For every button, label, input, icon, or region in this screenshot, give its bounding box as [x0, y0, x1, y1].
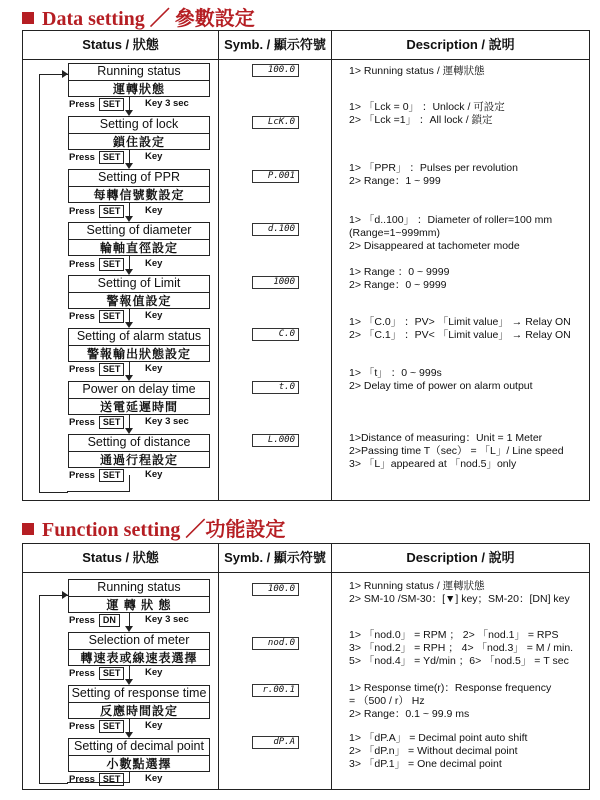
- lcd-symbol: r.00.1: [252, 684, 299, 697]
- description-distance: 1>Distance of measuring：Unit = 1 Meter 2>Passing time T（sec） = 「L」/ Line speed 3> 「L」appeared at 「nod.5」only: [349, 432, 564, 470]
- header-status: Status / 狀態: [82, 37, 159, 52]
- description-limit: 1> Range ：0 ~ 9999 2> Range：0 ~ 9999: [349, 266, 450, 291]
- description-running-status: 1> Running status / 運轉狀態 2> SM-10 /SM-30：[▼] key；SM-20：[DN] key: [349, 580, 570, 605]
- description-response-time: 1> Response time(r)：Response frequency = （500 / r） Hz 2> Range：0.1 ~ 99.9 ms: [349, 682, 552, 720]
- step-running-status: Running status 運 轉 狀 態: [68, 579, 210, 613]
- press-set-key: Press SET Key: [69, 363, 163, 375]
- step-setting-ppr: Setting of PPR 每轉信號數設定: [68, 169, 210, 203]
- description-selection-meter: 1> 「nod.0」 = RPM ； 2> 「nod.1」 = RPS 3> 「nod.2」 = RPH ； 4> 「nod.3」 = M / min. 5> 「nod.4」 = Yd/min ；6> 「nod.5」 = T sec: [349, 629, 574, 667]
- press-set-key: Press SET Key: [69, 151, 163, 163]
- header-description: Description / 說明: [406, 37, 515, 52]
- header-symb: Symb. / 顯示符號: [224, 550, 326, 565]
- lcd-symbol: 1000: [252, 276, 299, 289]
- step-setting-limit: Setting of Limit 警報值設定: [68, 275, 210, 309]
- press-set-key: Press SET Key 3 sec: [69, 98, 189, 110]
- lcd-symbol: 100.0: [252, 64, 299, 77]
- step-running-status: Running status 運轉狀態: [68, 63, 210, 97]
- step-response-time: Setting of response time 反應時間設定: [68, 685, 210, 719]
- lcd-symbol: C.0: [252, 328, 299, 341]
- description-diameter: 1> 「d..100」 ：Diameter of roller=100 mm (Range=1~999mm) 2> Disappeared at tachometer mode: [349, 214, 553, 252]
- step-selection-meter: Selection of meter 轉速表或線速表選擇: [68, 632, 210, 666]
- step-setting-distance: Setting of distance 通過行程設定: [68, 434, 210, 468]
- description-lock: 1> 「Lck = 0」 ：Unlock / 可設定 2> 「Lck =1」 ：All lock / 鎖定: [349, 101, 505, 126]
- header-symb: Symb. / 顯示符號: [224, 37, 326, 52]
- loop-back-line: [39, 74, 68, 493]
- press-set-key: Press SET Key: [69, 258, 163, 270]
- lcd-symbol: LcK.0: [252, 116, 299, 129]
- press-set-key: Press SET Key: [69, 205, 163, 217]
- press-set-key: Press SET Key: [69, 469, 163, 481]
- press-set-key: Press SET Key: [69, 667, 163, 679]
- description-ppr: 1> 「PPR」 ：Pulses per revolution 2> Range：1 ~ 999: [349, 162, 518, 187]
- lcd-symbol: d.100: [252, 223, 299, 236]
- description-running-status: 1> Running status / 運轉狀態: [349, 65, 485, 77]
- lcd-symbol: P.001: [252, 170, 299, 183]
- header-description: Description / 說明: [406, 550, 515, 565]
- step-setting-lock: Setting of lock 鎖住設定: [68, 116, 210, 150]
- step-alarm-status: Setting of alarm status 警報輸出狀態設定: [68, 328, 210, 362]
- data-setting-table: [22, 30, 590, 501]
- step-power-delay: Power on delay time 送電延遲時間: [68, 381, 210, 415]
- press-set-key: Press SET Key: [69, 310, 163, 322]
- step-setting-diameter: Setting of diameter 輪軸直徑設定: [68, 222, 210, 256]
- table-header: [23, 31, 589, 60]
- loop-back-line: [39, 595, 68, 784]
- table-header: [23, 544, 589, 573]
- lcd-symbol: dP.A: [252, 736, 299, 749]
- step-decimal-point: Setting of decimal point 小數點選擇: [68, 738, 210, 772]
- header-status: Status / 狀態: [82, 550, 159, 565]
- press-set-key: Press SET Key: [69, 720, 163, 732]
- description-alarm-status: 1> 「C.0」 ：PV> 「Limit value」 → Relay ON 2> 「C.1」 ：PV< 「Limit value」 → Relay ON: [349, 316, 571, 341]
- press-dn-key: Press DN Key 3 sec: [69, 614, 189, 626]
- lcd-symbol: 100.0: [252, 583, 299, 596]
- description-power-delay: 1> 「t」 ：0 ~ 999s 2> Delay time of power on alarm output: [349, 367, 533, 392]
- press-set-key: Press SET Key: [69, 773, 163, 785]
- function-setting-table: [22, 543, 590, 790]
- press-set-key: Press SET Key 3 sec: [69, 416, 189, 428]
- lcd-symbol: L.000: [252, 434, 299, 447]
- lcd-symbol: nod.0: [252, 637, 299, 650]
- function-setting-title: Function setting ／功能設定: [22, 513, 285, 542]
- data-setting-title: Data setting ／ 參數設定: [22, 2, 255, 31]
- description-decimal-point: 1> 「dP.A」 = Decimal point auto shift 2> 「dP.n」 = Without decimal point 3> 「dP.1」 = One decimal point: [349, 732, 528, 770]
- lcd-symbol: t.0: [252, 381, 299, 394]
